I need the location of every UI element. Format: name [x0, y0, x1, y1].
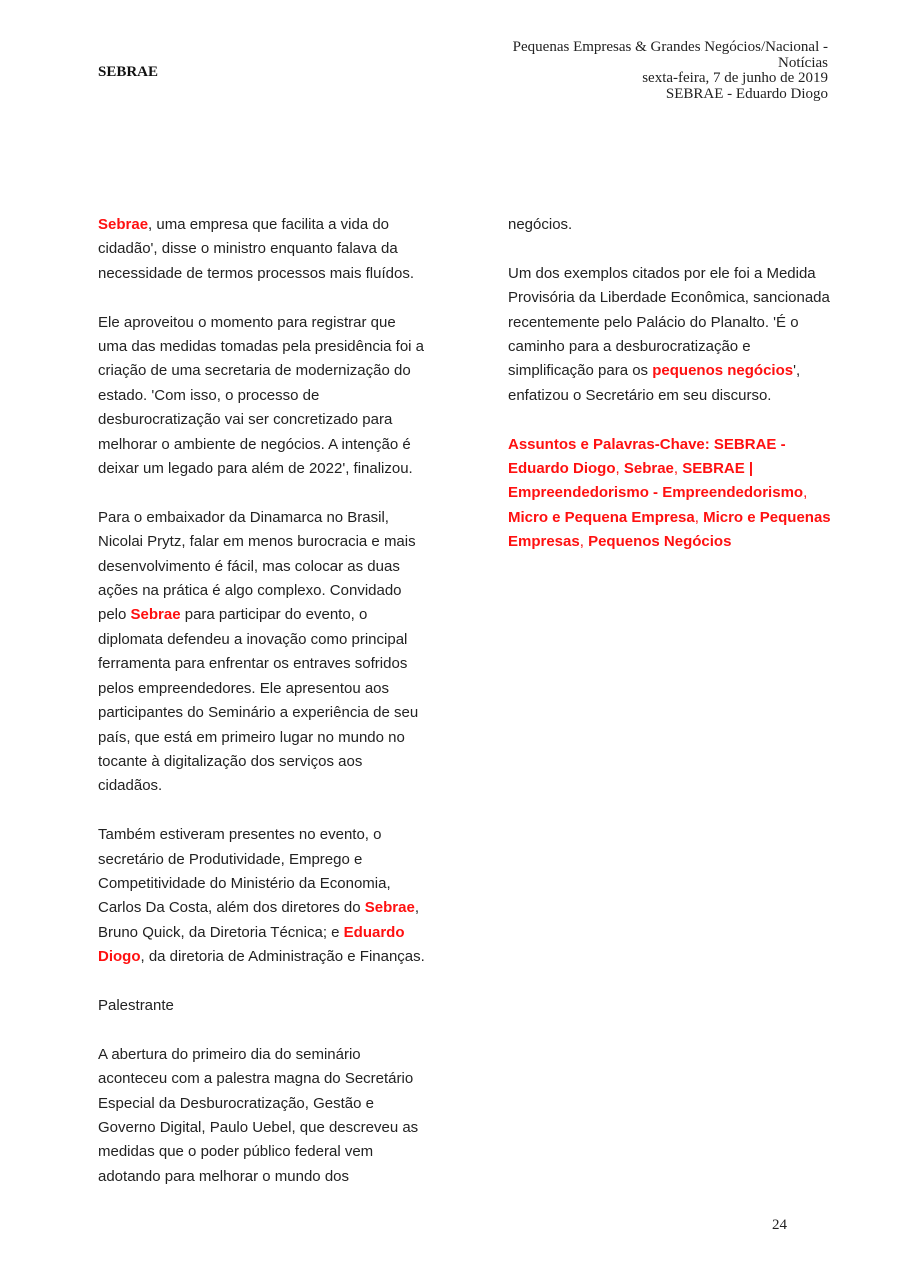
paragraph-text: , uma empresa que facilita a vida do cidadão', disse o ministro enquanto falava da necessidade de termos processos mais fluídos.: [98, 216, 414, 282]
paragraph: [98, 823, 428, 969]
right-column: [508, 213, 833, 579]
keyword-separator: ,: [615, 460, 624, 478]
publication-tag: SEBRAE - Eduardo Diogo: [665, 85, 828, 102]
left-column: [98, 213, 428, 1214]
highlight-term: Sebrae: [364, 899, 415, 917]
paragraph: negócios.: [508, 216, 573, 233]
highlight-term: Eduardo Diogo: [98, 923, 405, 966]
keyword-separator: ,: [673, 460, 683, 478]
publication-header: [408, 40, 828, 102]
keyword-separator: ,: [579, 533, 589, 551]
paragraph-text: , da diretoria de Administração e Finanças.: [140, 948, 425, 966]
highlight-term: Sebrae: [130, 606, 181, 624]
highlight-term: pequenos negócios: [652, 362, 794, 380]
paragraph-text: Um dos exemplos citados por ele foi a Medida Provisória da Liberdade Econômica, sancionada recentemente pelo Palácio do Planalto. 'É o caminho para a desburocratização e simplificação para os: [508, 264, 830, 380]
paragraph: [98, 213, 428, 286]
paragraph: [98, 506, 428, 799]
keyword: Micro e Pequenas Empresas: [508, 508, 831, 551]
keyword: SEBRAE | Empreendedorismo - Empreendedorismo: [508, 460, 804, 502]
publication-name: Pequenas Empresas & Grandes Negócios/Nacional -: [512, 39, 828, 55]
paragraph: Ele aproveitou o momento para registrar que uma das medidas tomadas pela presidência foi a criação de uma secretaria de modernização do estado. 'Com isso, o processo de desburocratização vai ser concretizado para melhorar o ambiente de negócios. A intenção é deixar um legado para além de 2022', finalizou.: [98, 313, 425, 478]
keywords: [508, 433, 833, 555]
keywords-label: Assuntos e Palavras-Chave: SEBRAE - Eduardo Diogo: [508, 435, 786, 478]
source-name: SEBRAE: [98, 64, 159, 80]
publication-date: sexta-feira, 7 de junho de 2019: [642, 70, 828, 86]
paragraph: A abertura do primeiro dia do seminário aconteceu com a palestra magna do Secretário Especial da Desburocratização, Gestão e Governo Digital, Paulo Uebel, que descreveu as medidas que o poder público federal vem adotando para melhorar o mundo dos: [98, 1045, 419, 1185]
keyword: Micro e Pequena Empresa: [508, 508, 695, 526]
paragraph-text: , Bruno Quick, da Diretoria Técnica; e: [98, 899, 420, 941]
paragraph: [508, 262, 833, 408]
paragraph-text: Também estiveram presentes no evento, o secretário de Produtividade, Emprego e Competitividade do Ministério da Economia, Carlos Da Costa, além dos diretores do: [98, 826, 391, 917]
keyword-separator: ,: [694, 508, 704, 526]
highlight-term: Sebrae: [98, 216, 149, 233]
keyword: Pequenos Negócios: [588, 533, 732, 551]
keyword-separator: ,: [803, 484, 808, 502]
publication-section: Notícias: [778, 54, 828, 71]
keyword: Sebrae: [623, 460, 674, 478]
paragraph-text: ', enfatizou o Secretário em seu discurso.: [508, 362, 801, 404]
page-number: 24: [772, 1217, 787, 1233]
subheading: Palestrante: [98, 996, 174, 1014]
paragraph-text: Para o embaixador da Dinamarca no Brasil, Nicolai Prytz, falar em menos burocracia e mais desenvolvimento é fácil, mas colocar as duas ações na prática é algo complexo. Convidado pelo: [98, 508, 416, 624]
paragraph-text: para participar do evento, o diplomata defendeu a inovação como principal ferramenta para enfrentar os entraves sofridos pelos empreendedores. Ele apresentou aos participantes do Seminário a experiência de seu país, que está em primeiro lugar no mundo no tocante à digitalização dos serviços aos cidadãos.: [98, 606, 419, 795]
